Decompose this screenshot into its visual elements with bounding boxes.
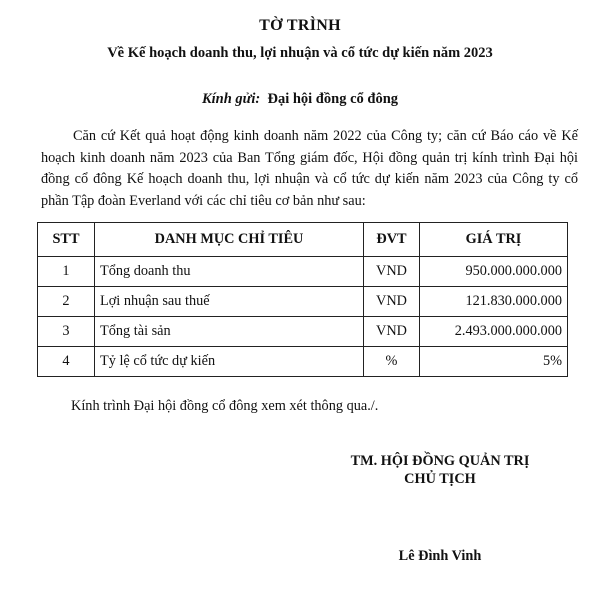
header-stt: STT (38, 223, 95, 257)
table-header-row (38, 223, 568, 257)
targets-table (37, 222, 568, 377)
header-unit: ĐVT (364, 223, 420, 257)
row-stt: 3 (38, 317, 95, 347)
recipient-line (0, 91, 600, 108)
document-title: TỜ TRÌNH (259, 17, 341, 34)
body-paragraph: Căn cứ Kết quả hoạt động kinh doanh năm 2022 của Công ty; căn cứ Báo cáo về Kế hoạch kinh doanh năm 2023 của Ban Tổng giám đốc, Hội đồng quản trị kính trình Đại hội đồng cổ đông Kế hoạch doanh thu, lợi nhuận và cổ tức dự kiến năm 2023 của Công ty cổ phần Tập đoàn Everland với các chỉ tiêu cơ bản như sau: (41, 128, 578, 209)
table-row (38, 287, 568, 317)
signature-block (310, 452, 570, 488)
row-value: 5% (420, 347, 568, 377)
row-stt: 4 (38, 347, 95, 377)
row-value: 2.493.000.000.000 (420, 317, 568, 347)
signature-org: TM. HỘI ĐỒNG QUẢN TRỊ (350, 453, 530, 469)
table-row (38, 317, 568, 347)
row-name: Tỷ lệ cổ tức dự kiến (95, 347, 364, 377)
row-unit: VND (364, 257, 420, 287)
row-name: Tổng doanh thu (95, 257, 364, 287)
recipient-label: Kính gửi: (201, 91, 261, 107)
recipient-value: Đại hội đồng cổ đông (267, 91, 399, 107)
table-row (38, 347, 568, 377)
row-name: Lợi nhuận sau thuế (95, 287, 364, 317)
row-value: 121.830.000.000 (420, 287, 568, 317)
row-stt: 2 (38, 287, 95, 317)
row-stt: 1 (38, 257, 95, 287)
row-value: 950.000.000.000 (420, 257, 568, 287)
row-name: Tổng tài sản (95, 317, 364, 347)
row-unit: % (364, 347, 420, 377)
document-subtitle: Về Kế hoạch doanh thu, lợi nhuận và cổ tức dự kiến năm 2023 (107, 45, 493, 61)
signer-name: Lê Đình Vinh (398, 548, 482, 564)
header-name: DANH MỤC CHỈ TIÊU (95, 223, 364, 257)
closing-sentence: Kính trình Đại hội đồng cổ đông xem xét thông qua./. (71, 398, 379, 414)
row-unit: VND (364, 317, 420, 347)
table-row (38, 257, 568, 287)
row-unit: VND (364, 287, 420, 317)
header-value: GIÁ TRỊ (420, 223, 568, 257)
signature-role: CHỦ TỊCH (404, 471, 476, 487)
